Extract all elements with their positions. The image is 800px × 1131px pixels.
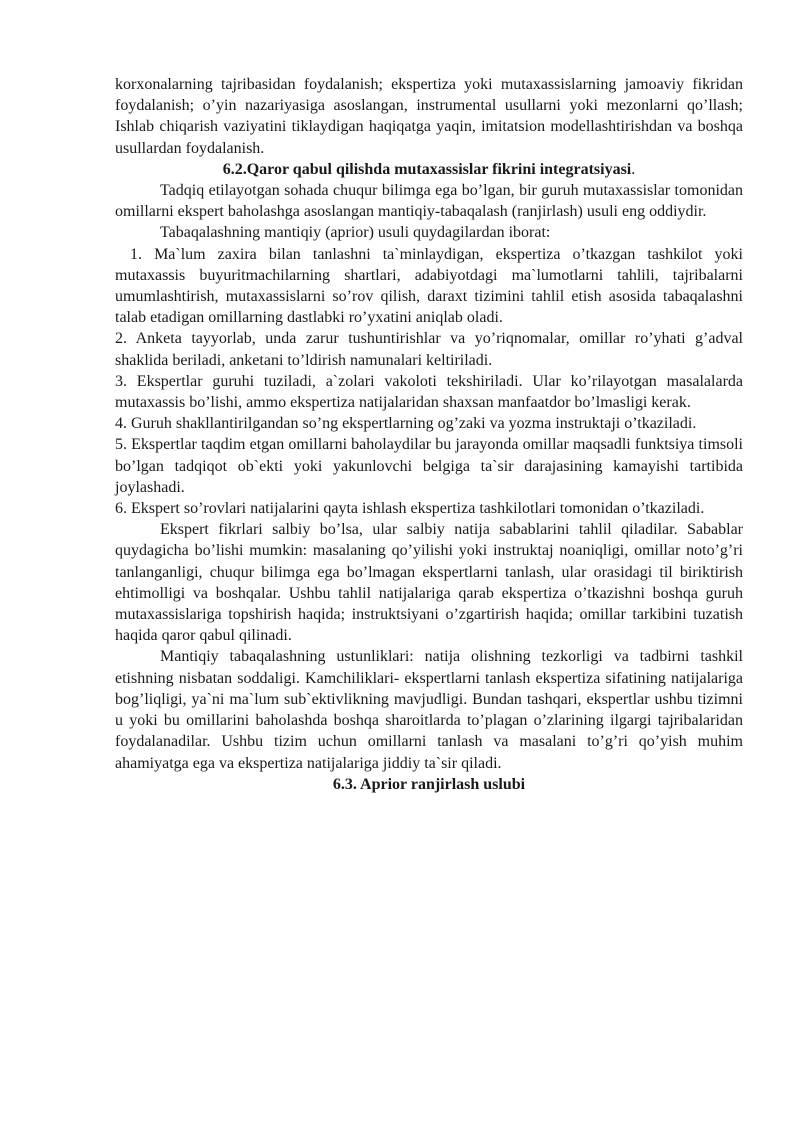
list-item: 6. Ekspert so’rovlari natijalarini qayta ishlash ekspertiza tashkilotlari tomonidan o’tkaziladi. xyxy=(115,500,705,518)
document-page xyxy=(115,74,743,795)
body-paragraph-3: Ekspert fikrlari salbiy bo’lsa, ular salbiy natija sabablarini tahlil qiladilar. Sabablar quydagicha bo’lishi mumkin: masalaning qo’yilishi yoki instruktaj noaniqligi, omillar noto’g’ri tanlanganligi, chuqur bilimga ega bo’lmagan ekspertlarni tanlash, ular orasidagi til biriktirish ehtimolligi va boshqalar. Ushbu tahlil natijalariga qarab ekspertiza o’tkazishni boshqa guruh mutaxassislariga topshirish haqida; instruktsiyani o’zgartirish haqida; omillar tarkibini tuzatish haqida qaror qabul qilinadi. xyxy=(115,521,743,645)
intro-paragraph: korxonalarning tajribasidan foydalanish; ekspertiza yoki mutaxassislarning jamoaviy fikridan foydalanish; o’yin nazariyasiga asoslangan, instrumental usullarni yoki mezonlarni qo’llash; Ishlab chiqarish vaziyatini tiklaydigan haqiqatga yaqin, imitatsion modellashtirishdan va boshqa usullardan foydalanish. xyxy=(115,76,743,157)
body-paragraph-2: Tabaqalashning mantiqiy (aprior) usuli quydagilardan iborat: xyxy=(160,224,551,242)
list-item: 4. Guruh shakllantirilgandan so’ng ekspertlarning og’zaki va yozma instruktaji o’tkaziladi. xyxy=(115,415,697,433)
section-heading-text: 6.2.Qaror qabul qilishda mutaxassislar fikrini integratsiyasi xyxy=(222,160,632,178)
list-item: 3. Ekspertlar guruhi tuziladi, a`zolari vakoloti tekshiriladi. Ular ko’rilayotgan masalalarda mutaxassis bo’lishi, ammo ekspertiza natijalaridan shaxsan manfaatdor bo’lmasligi kerak. xyxy=(115,372,743,412)
list-item: 5. Ekspertlar taqdim etgan omillarni baholaydilar bu jarayonda omillar maqsadli funktsiya timsoli bo’lgan tadqiqot ob`ekti yoki yakunlovchi belgiga ta`sir darajasining kamayishi tartibida joylashadi. xyxy=(115,436,743,496)
list-item: 2. Anketa tayyorlab, unda zarur tushuntirishlar va yo’riqnomalar, omillar ro’yhati g’adval shaklida beriladi, anketani to’ldirish namunalari keltiriladi. xyxy=(115,330,743,369)
section-heading-punct: . xyxy=(631,160,636,178)
body-paragraph-1: Tadqiq etilayotgan sohada chuqur bilimga ega bo’lgan, bir guruh mutaxassislar tomonidan omillarni ekspert baholashga asoslangan mantiqiy-tabaqalash (ranjirlash) usuli eng oddiydir. xyxy=(115,182,743,221)
body-paragraph-4: Mantiqiy tabaqalashning ustunliklari: natija olishning tezkorligi va tadbirni tashkil etishning nisbatan soddaligi. Kamchiliklari- ekspertlarni tanlash ekspertiza sifatining natijalariga bog’liqligi, ya`ni ma`lum sub`ektivlikning mavjudligi. Bundan tashqari, ekspertlar ushbu tizimni u yoki bu omillarini baholashda boshqa sharoitlarda to’plagan o’zlarining ilgargi tajribalaridan foydalanadilar. Ushbu tizim uchun omillarni tanlash va masalani to’g’ri qo’yish muhim ahamiyatga ega va ekspertiza natijalariga jiddiy ta`sir qiladi. xyxy=(115,648,743,772)
list-item: 1. Ma`lum zaxira bilan tanlashni ta`minlaydigan, ekspertiza o’tkazgan tashkilot yoki mutaxassis buyuritmachilarning shartlari, adabiyotdagi ma`lumotlarni tahlili, tajribalarni umumlashtirish, mutaxassislarni so’rov qilish, daraxt tizimini tahlil etish asosida tabaqalashni talab etadigan omillarning dastlabki ro’yxatini aniqlab oladi. xyxy=(115,245,743,327)
next-section-heading: 6.3. Aprior ranjirlash uslubi xyxy=(332,775,526,793)
section-heading xyxy=(115,159,743,180)
